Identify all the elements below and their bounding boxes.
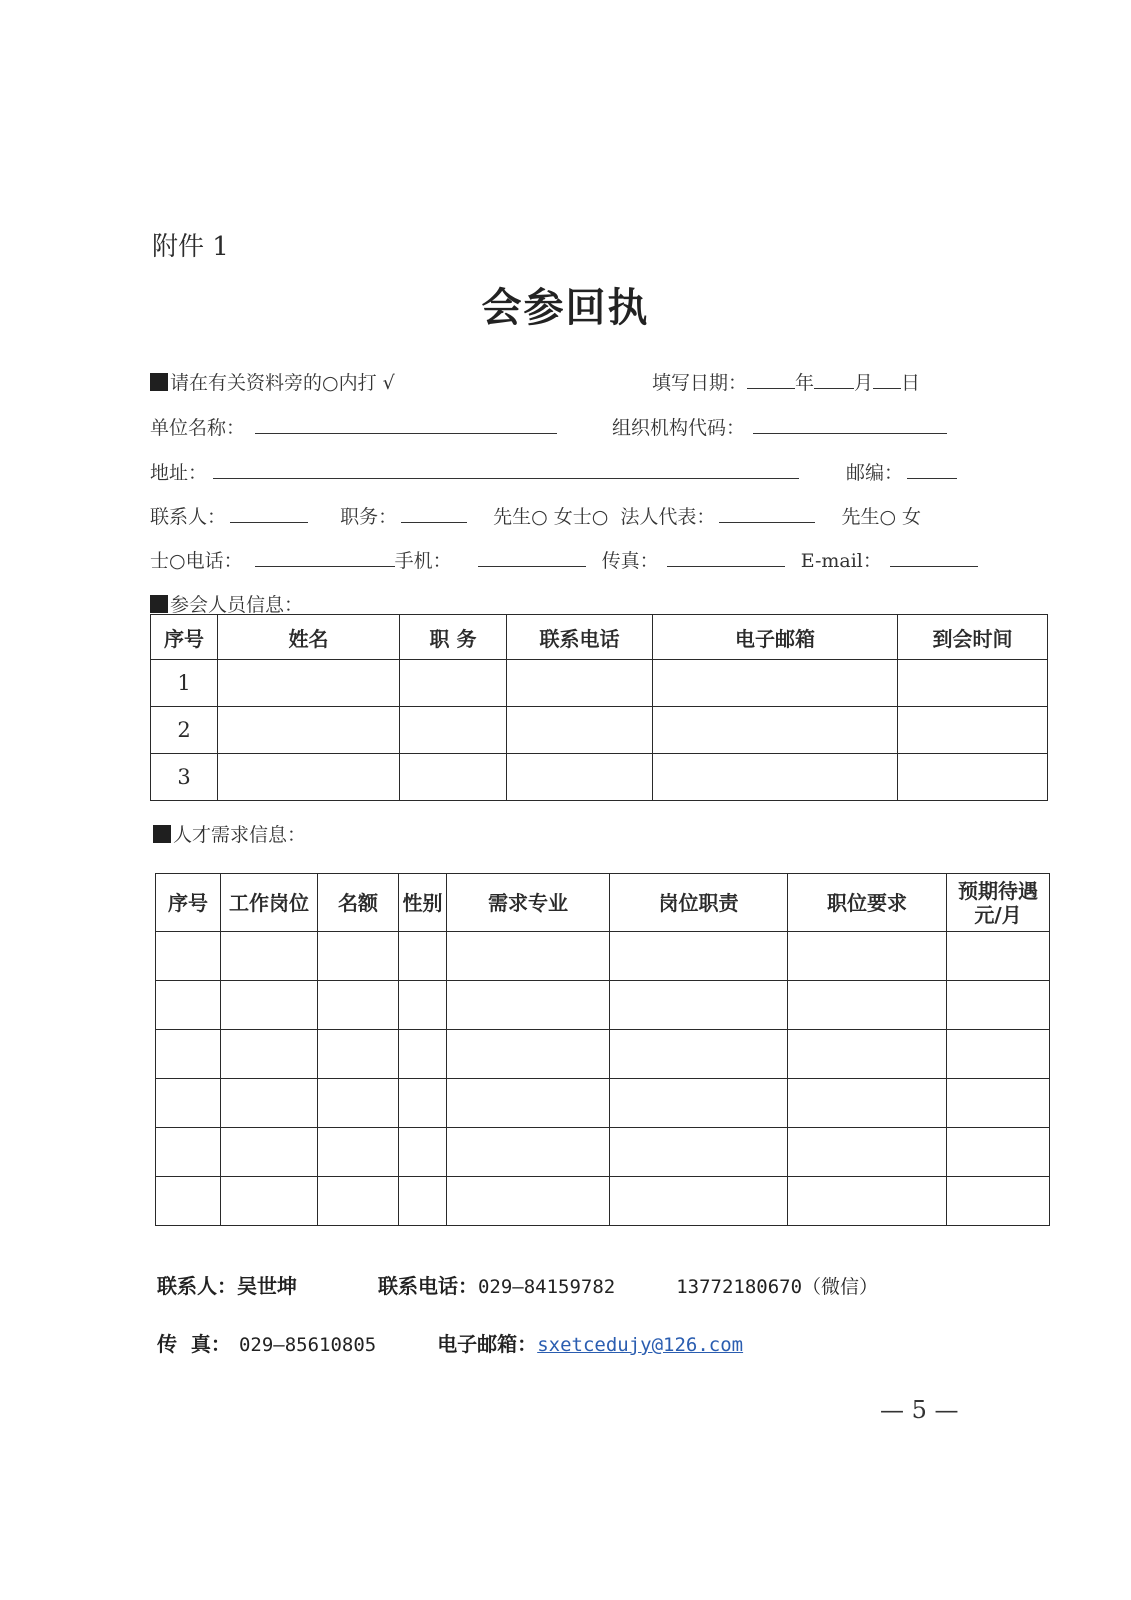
- table-cell[interactable]: [447, 1030, 610, 1079]
- gender-options-1[interactable]: 先生○ 女士○: [493, 506, 609, 528]
- table-cell[interactable]: [318, 1079, 399, 1128]
- table-cell[interactable]: [218, 707, 400, 754]
- table-cell[interactable]: [221, 1079, 318, 1128]
- talent-table: [155, 873, 1050, 1226]
- square-bullet-icon: [153, 825, 171, 843]
- table-header-row: [156, 874, 1050, 932]
- table-row: [156, 981, 1050, 1030]
- contact-label: 联系人：: [150, 506, 227, 528]
- footer-contact-line: [157, 1270, 878, 1299]
- postcode-label: 邮编：: [846, 462, 904, 484]
- attachment-text: 附件: [152, 232, 205, 262]
- footer-contact-label: 联系人：: [157, 1274, 237, 1298]
- fill-date: [652, 368, 920, 395]
- column-header: 工作岗位: [221, 874, 318, 932]
- table-cell[interactable]: [788, 932, 947, 981]
- table-row: [156, 1177, 1050, 1226]
- gender-options-2-cont[interactable]: 士○: [150, 550, 186, 572]
- table-cell[interactable]: [653, 754, 898, 801]
- talent-title-text: 人才需求信息：: [173, 824, 307, 846]
- table-cell[interactable]: [318, 1177, 399, 1226]
- table-cell[interactable]: [399, 932, 447, 981]
- table-cell[interactable]: [221, 1030, 318, 1079]
- column-header: 职 务: [400, 615, 507, 660]
- footer-contact-name: 吴世坤: [237, 1274, 297, 1298]
- column-header: 职位要求: [788, 874, 947, 932]
- day-label: 日: [901, 372, 921, 394]
- table-cell[interactable]: [318, 1128, 399, 1177]
- table-row: [156, 932, 1050, 981]
- table-cell[interactable]: [788, 1177, 947, 1226]
- table-cell[interactable]: [653, 707, 898, 754]
- phone-label: 电话：: [185, 550, 243, 572]
- table-cell[interactable]: [947, 1128, 1050, 1177]
- address-field[interactable]: [213, 460, 799, 479]
- org-code-row: [612, 413, 947, 440]
- footer-phone-label: 联系电话：: [377, 1274, 478, 1298]
- postcode-row: [846, 458, 957, 485]
- table-cell[interactable]: [221, 1177, 318, 1226]
- table-cell[interactable]: [156, 1030, 221, 1079]
- table-cell[interactable]: [947, 932, 1050, 981]
- table-row: [151, 707, 1048, 754]
- footer-wechat: 13772180670（微信）: [676, 1276, 879, 1298]
- address-row: [150, 458, 799, 485]
- table-cell[interactable]: [507, 660, 653, 707]
- month-field[interactable]: [814, 370, 854, 389]
- table-cell[interactable]: [610, 1030, 788, 1079]
- table-cell[interactable]: [653, 660, 898, 707]
- table-cell[interactable]: [221, 1128, 318, 1177]
- table-cell[interactable]: [156, 981, 221, 1030]
- position-label: 职务：: [340, 506, 398, 528]
- table-cell[interactable]: [221, 932, 318, 981]
- column-header: 性别: [399, 874, 447, 932]
- table-cell[interactable]: [447, 932, 610, 981]
- table-cell[interactable]: [221, 981, 318, 1030]
- table-row: [156, 1030, 1050, 1079]
- email-field[interactable]: [890, 548, 978, 567]
- table-cell[interactable]: [400, 660, 507, 707]
- row-number: 1: [151, 660, 218, 707]
- column-header: 姓名: [218, 615, 400, 660]
- column-header: 名额: [318, 874, 399, 932]
- table-cell[interactable]: [400, 754, 507, 801]
- month-label: 月: [854, 372, 874, 394]
- table-cell[interactable]: [218, 660, 400, 707]
- unit-name-label: 单位名称：: [150, 417, 246, 439]
- table-cell[interactable]: [318, 932, 399, 981]
- column-header: 岗位职责: [610, 874, 788, 932]
- email-label: E-mail：: [800, 550, 882, 572]
- contact-row: [150, 502, 921, 529]
- column-header: 需求专业: [447, 874, 610, 932]
- mobile-label: 手机：: [394, 550, 452, 572]
- table-row: [156, 1079, 1050, 1128]
- attachment-label: [152, 226, 229, 263]
- fax-field[interactable]: [667, 548, 785, 567]
- table-cell[interactable]: [318, 1030, 399, 1079]
- position-field[interactable]: [401, 504, 467, 523]
- table-cell[interactable]: [507, 754, 653, 801]
- table-cell[interactable]: [218, 754, 400, 801]
- square-bullet-icon: [150, 373, 168, 391]
- table-cell[interactable]: [156, 1128, 221, 1177]
- table-cell[interactable]: [947, 1030, 1050, 1079]
- column-header: 联系电话: [507, 615, 653, 660]
- table-cell[interactable]: [318, 981, 399, 1030]
- table-cell[interactable]: [399, 1128, 447, 1177]
- table-cell[interactable]: [447, 1128, 610, 1177]
- table-cell[interactable]: [947, 1177, 1050, 1226]
- table-cell[interactable]: [610, 1177, 788, 1226]
- column-header: 到会时间: [898, 615, 1048, 660]
- table-cell[interactable]: [947, 1079, 1050, 1128]
- row-number: 2: [151, 707, 218, 754]
- table-cell[interactable]: [610, 1079, 788, 1128]
- footer-email-label: 电子邮箱：: [437, 1332, 538, 1356]
- legal-rep-label: 法人代表：: [620, 506, 716, 528]
- table-cell[interactable]: [399, 981, 447, 1030]
- org-code-field[interactable]: [753, 415, 947, 434]
- table-cell[interactable]: [898, 707, 1048, 754]
- column-header: 序号: [156, 874, 221, 932]
- table-cell[interactable]: [399, 1030, 447, 1079]
- table-cell[interactable]: [447, 1177, 610, 1226]
- footer-email-link[interactable]: sxetcedujy@126.com: [537, 1334, 744, 1356]
- fill-date-label: 填写日期：: [652, 372, 748, 394]
- footer-fax-line: [157, 1328, 743, 1357]
- phone-row: [150, 546, 978, 573]
- talent-section-title: [153, 820, 306, 847]
- column-header: [947, 874, 1050, 932]
- unit-name-field[interactable]: [255, 415, 557, 434]
- attendees-table: [150, 614, 1048, 801]
- square-bullet-icon: [150, 595, 168, 613]
- contact-field[interactable]: [230, 504, 308, 523]
- year-field[interactable]: [747, 370, 795, 389]
- attachment-number: 1: [212, 232, 229, 262]
- salary-header-line2: 元/月: [974, 902, 1022, 927]
- table-header-row: [151, 615, 1048, 660]
- footer-fax-label: 传 真：: [157, 1332, 231, 1356]
- table-cell[interactable]: [788, 1128, 947, 1177]
- table-cell[interactable]: [947, 981, 1050, 1030]
- salary-header-line1: 预期待遇: [958, 878, 1038, 903]
- page-number: — 5 —: [880, 1396, 959, 1424]
- table-row: [151, 754, 1048, 801]
- year-label: 年: [795, 372, 815, 394]
- table-cell[interactable]: [447, 1079, 610, 1128]
- table-cell[interactable]: [156, 1079, 221, 1128]
- table-cell[interactable]: [610, 981, 788, 1030]
- table-cell[interactable]: [400, 707, 507, 754]
- table-row: [151, 660, 1048, 707]
- table-cell[interactable]: [788, 981, 947, 1030]
- table-row: [156, 1128, 1050, 1177]
- attendees-section-title: [150, 590, 303, 617]
- table-cell[interactable]: [610, 1128, 788, 1177]
- table-cell[interactable]: [898, 754, 1048, 801]
- page-title: 会参回执: [481, 285, 650, 331]
- table-cell[interactable]: [788, 1079, 947, 1128]
- column-header: 序号: [151, 615, 218, 660]
- table-cell[interactable]: [610, 932, 788, 981]
- column-header: 电子邮箱: [653, 615, 898, 660]
- gender-options-2[interactable]: 先生○ 女: [841, 506, 922, 528]
- table-cell[interactable]: [898, 660, 1048, 707]
- fax-label: 传真：: [601, 550, 659, 572]
- table-cell[interactable]: [399, 1177, 447, 1226]
- mobile-field[interactable]: [478, 548, 586, 567]
- table-cell[interactable]: [507, 707, 653, 754]
- instruction-text: 请在有关资料旁的○内打 √: [170, 372, 395, 394]
- footer-fax: 029—85610805: [238, 1334, 377, 1356]
- unit-name-row: [150, 413, 557, 440]
- phone-field[interactable]: [255, 548, 395, 567]
- table-cell[interactable]: [156, 932, 221, 981]
- instruction-line: [150, 368, 395, 395]
- table-cell[interactable]: [788, 1030, 947, 1079]
- org-code-label: 组织机构代码：: [612, 417, 746, 439]
- table-cell[interactable]: [447, 981, 610, 1030]
- attendees-title-text: 参会人员信息：: [170, 594, 304, 616]
- postcode-field[interactable]: [907, 460, 957, 479]
- day-field[interactable]: [873, 370, 901, 389]
- row-number: 3: [151, 754, 218, 801]
- legal-rep-field[interactable]: [719, 504, 815, 523]
- footer-phone: 029—84159782: [477, 1276, 616, 1298]
- table-cell[interactable]: [399, 1079, 447, 1128]
- address-label: 地址：: [150, 462, 208, 484]
- table-cell[interactable]: [156, 1177, 221, 1226]
